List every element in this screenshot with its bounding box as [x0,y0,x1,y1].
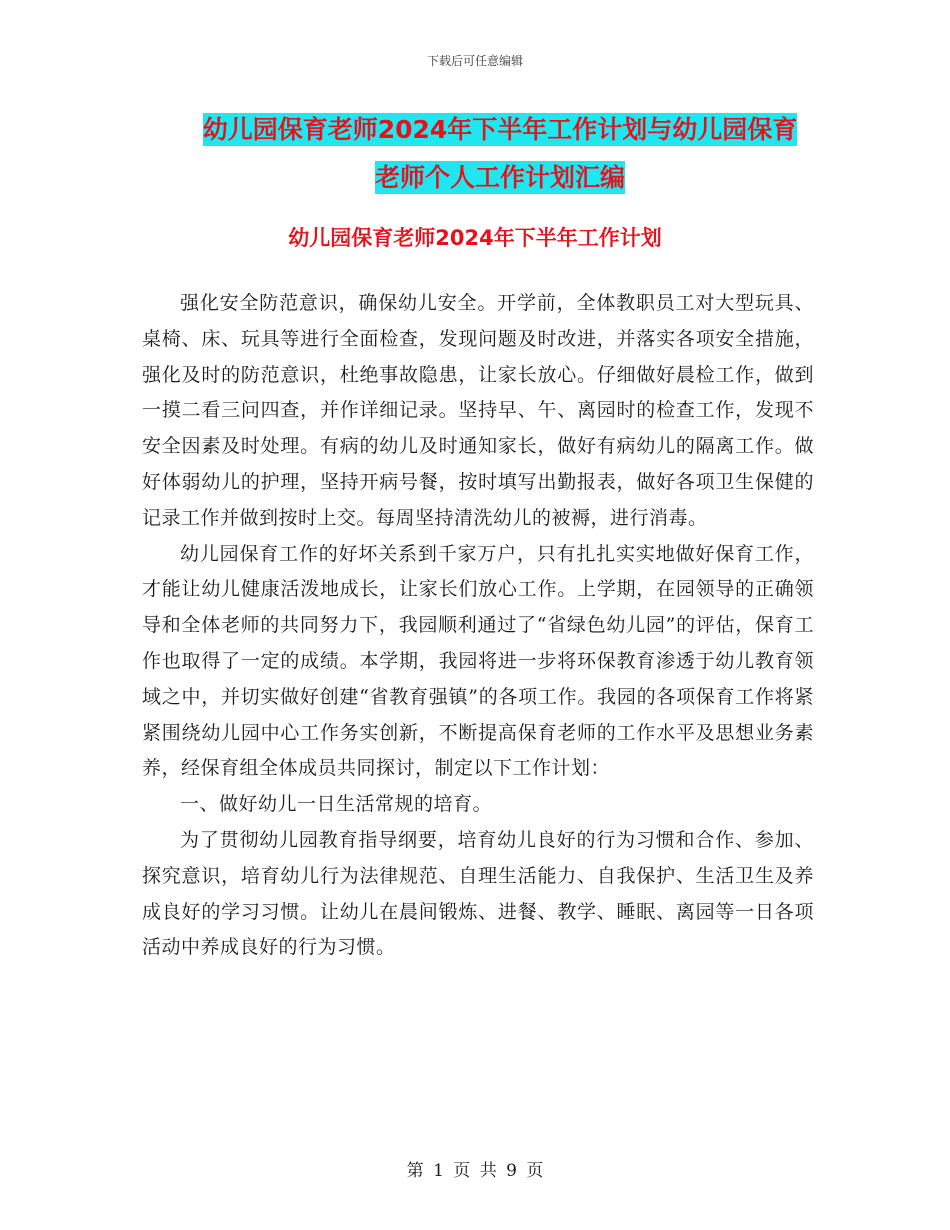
section-title: 幼儿园保育老师2024年下半年工作计划 [288,226,662,250]
paragraph: 一、做好幼儿一日生活常规的培育。 [180,793,493,816]
document-body [142,286,814,966]
page-number: 第 1 页 共 9 页 [406,1161,544,1181]
document-title-line-1: 幼儿园保育老师2024年下半年工作计划与幼儿园保育 [202,115,798,144]
paragraph: 幼儿园保育工作的好坏关系到千家万户，只有扎扎实实地做好保育工作，才能让幼儿健康活泼地成长，让家长们放心工作。上学期，在园领导的正确领导和全体老师的共同努力下，我园顺利通过了“省绿色幼儿园”的评估，保育工作也取得了一定的成绩。本学期，我园将进一步将环保教育渗透于幼儿教育领域之中，并切实做好创建“省教育强镇”的各项工作。我园的各项保育工作将紧紧围绕幼儿园中心工作务实创新，不断提高保育老师的工作水平及思想业务素养，经保育组全体成员共同探讨，制定以下工作计划： [142,542,814,780]
header-note: 下载后可任意编辑 [426,54,523,68]
paragraph: 为了贯彻幼儿园教育指导纲要，培育幼儿良好的行为习惯和合作、参加、探究意识，培育幼儿行为法律规范、自理生活能力、自我保护、生活卫生及养成良好的学习习惯。让幼儿在晨间锻炼、进餐、教学、睡眠、离园等一日各项活动中养成良好的行为习惯。 [142,828,814,959]
paragraph: 强化安全防范意识，确保幼儿安全。开学前，全体教职员工对大型玩具、桌椅、床、玩具等进行全面检查，发现问题及时改进，并落实各项安全措施，强化及时的防范意识，杜绝事故隐患，让家长放心。仔细做好晨检工作，做到一摸二看三问四查，并作详细记录。坚持早、午、离园时的检查工作，发现不安全因素及时处理。有病的幼儿及时通知家长，做好有病幼儿的隔离工作。做好体弱幼儿的护理，坚持开病号餐，按时填写出勤报表，做好各项卫生保健的记录工作并做到按时上交。每周坚持清洗幼儿的被褥，进行消毒。 [142,292,814,529]
document-title [140,106,860,202]
document-title-line-2: 老师个人工作计划汇编 [374,163,625,192]
